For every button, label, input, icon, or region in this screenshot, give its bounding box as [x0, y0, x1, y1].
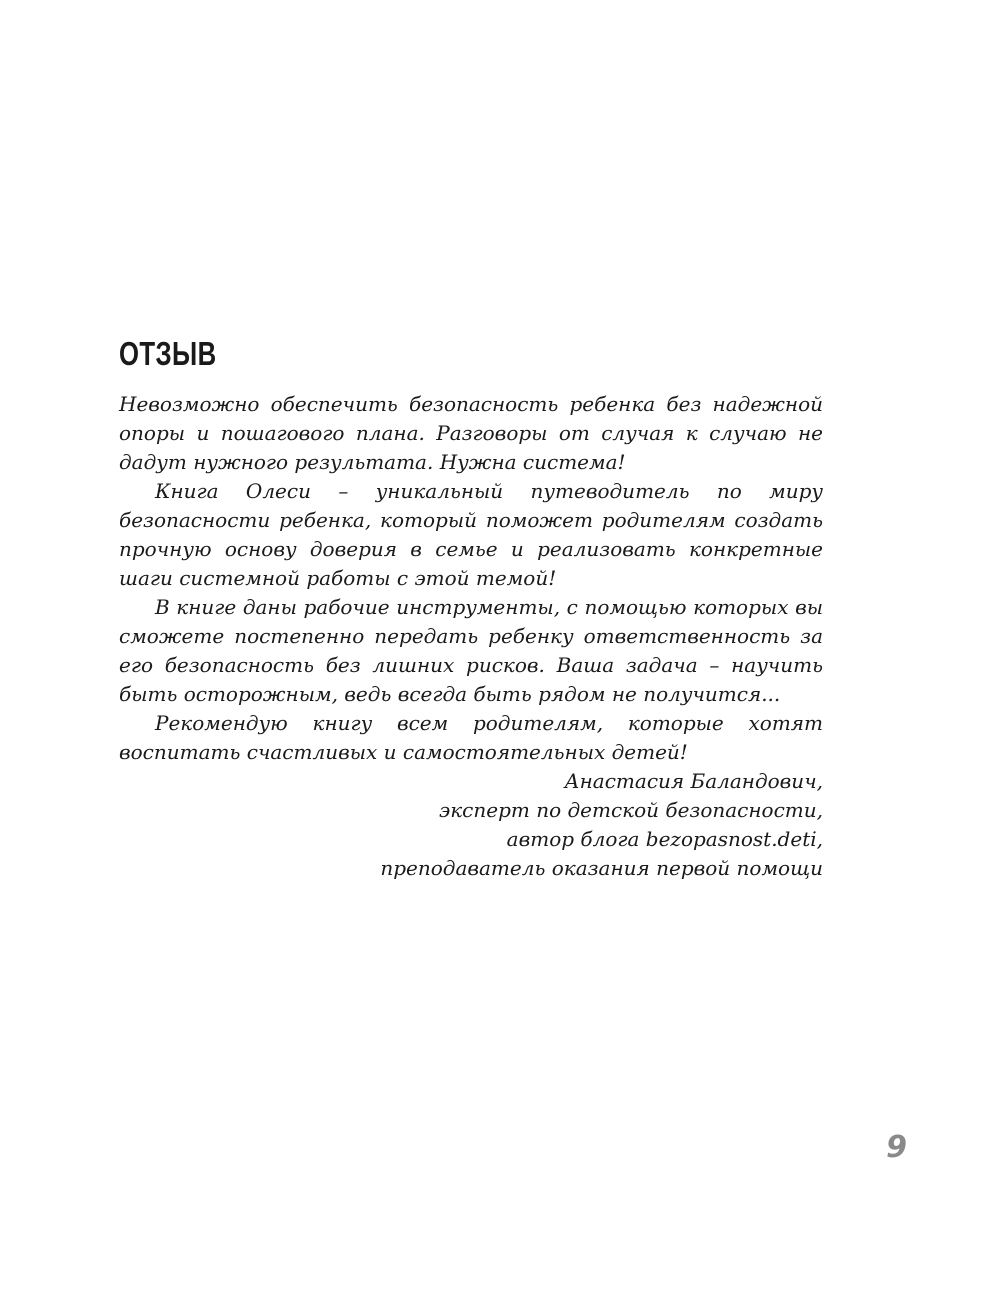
author-name: Анастасия Баландович, — [564, 769, 823, 793]
author-role: эксперт по детской безопасности, — [439, 798, 823, 822]
review-text — [119, 390, 823, 883]
review-paragraph: Книга Олеси – уникальный путеводитель по миру безопасности ребенка, который поможет родителям создать прочную основу доверия в семье и реализовать конкретные шаги системной работы с этой темой! — [119, 479, 823, 590]
author-teaching: преподаватель оказания первой помощи — [380, 856, 823, 880]
review-paragraph: Рекомендую книгу всем родителям, которые хотят воспитать счастливых и самостоятельных детей! — [119, 711, 823, 764]
page-number: 9 — [886, 1130, 907, 1165]
review-paragraph: В книге даны рабочие инструменты, с помощью которых вы сможете постепенно передать ребенку ответственность за его безопасность без лишних рисков. Ваша задача – научить быть осторожным, ведь всегда быть рядом не получится... — [119, 595, 823, 706]
author-signature — [119, 767, 823, 883]
review-paragraph: Невозможно обеспечить безопасность ребенка без надежной опоры и пошагового плана. Разговоры от случая к случаю не дадут нужного результата. Нужна система! — [119, 392, 823, 474]
section-heading: ОТЗЫВ — [119, 335, 217, 372]
author-blog: автор блога bezopasnost.deti, — [506, 827, 823, 851]
